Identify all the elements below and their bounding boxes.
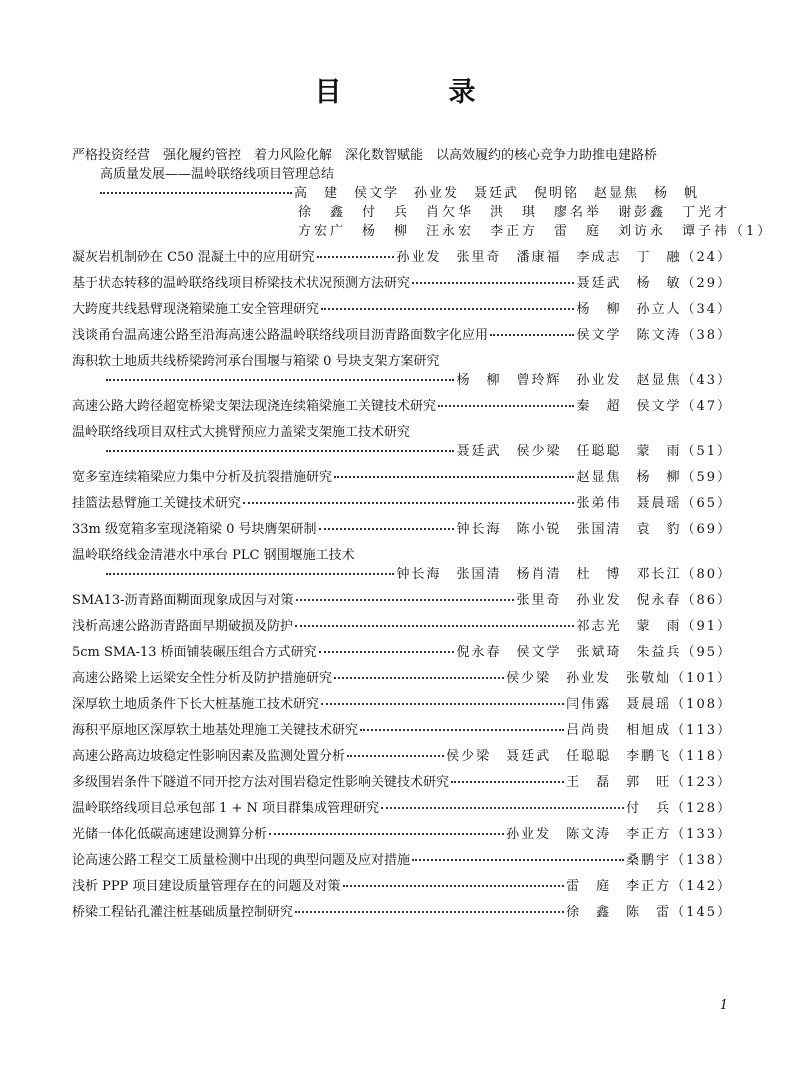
toc-entry [72,274,732,293]
toc-entry-authors: 钟长海 陈小锐 张国清 袁 豹（69） [456,522,732,537]
toc-entry [72,326,732,345]
toc-entry [72,695,732,714]
dot-leader [317,256,395,258]
dot-leader [269,833,504,835]
dot-leader [334,476,574,478]
toc-entry-authors: 侯少梁 孙业发 张敬灿（101） [506,671,732,686]
toc-entry [72,468,732,487]
toc-entry-title: 温岭联络线项目双柱式大挑臂预应力盖梁支架施工技术研究 [72,425,411,440]
toc-entry [72,300,732,319]
dot-leader [295,625,574,627]
toc-entry-authors: 张里奇 孙业发 倪永春（86） [516,593,732,608]
toc-entry-title: 宽多室连续箱梁应力集中分析及抗裂措施研究 [72,470,333,485]
dot-leader [296,599,515,601]
table-of-contents [72,146,774,929]
toc-entry-authors: 吕尚贵 相旭成（113） [566,723,732,738]
toc-entry [72,669,732,688]
toc-entry-title: 凝灰岩机制砂在 C50 混凝土中的应用研究 [72,250,315,265]
toc-entry-row [72,468,732,487]
toc-entry [72,799,732,818]
toc-entry-row [72,520,732,539]
toc-dot-row [72,442,732,461]
toc-entry [72,397,732,416]
toc-entry [72,617,732,636]
toc-entry-authors: 孙业发 陈文涛 李正方（133） [506,827,732,842]
toc-entry-authors: 祁志光 蒙 雨（91） [576,619,732,634]
toc-entry-authors: 方宏广 杨 柳 汪永宏 李正方 雷 庭 刘访永 谭子祎（1） [298,224,774,239]
dot-leader [295,911,564,913]
toc-entry-authors: 钟长海 张国清 杨肖清 杜 博 邓长江（80） [396,567,732,582]
toc-entry-row [72,643,732,662]
toc-entry-title: 温岭联络线金清港水中承台 PLC 钢围堰施工技术 [72,548,355,563]
dot-leader [106,379,454,381]
toc-entry-authors: 秦 超 侯文学（47） [576,399,732,414]
toc-entry-title: 5cm SMA-13 桥面铺装碾压组合方式研究 [72,645,317,660]
toc-entry-row [72,825,732,844]
toc-entry-row [72,274,732,293]
dot-leader [334,677,504,679]
toc-entry-row [72,494,732,513]
page-number: 1 [719,998,728,1013]
toc-entry-title: SMA13-沥青路面糊面现象成因与对策 [72,593,294,608]
toc-entry-authors: 侯少梁 聂廷武 任聪聪 李鹏飞（118） [446,749,732,764]
toc-entry [72,520,732,539]
dot-leader [321,703,564,705]
toc-entry [72,248,732,267]
toc-entry [72,352,732,390]
toc-dot-row [72,184,732,203]
dot-leader [100,192,292,194]
toc-entry-authors: 闫伟露 聂晨瑶（108） [566,697,732,712]
dot-leader [106,573,394,575]
dot-leader [321,308,574,310]
toc-entry-title: 海积软土地质共线桥梁跨河承台围堰与箱梁 0 号块支架方案研究 [72,354,440,369]
dot-leader [319,651,455,653]
toc-entry-title: 高速公路高边坡稳定性影响因素及监测处置分析 [72,749,346,764]
toc-entry-authors: 聂廷武 侯少梁 任聪聪 蒙 雨（51） [456,444,732,459]
toc-entry-authors: 孙业发 张里奇 潘康福 李成志 丁 融（24） [396,250,732,265]
toc-entry [72,851,732,870]
dot-leader [106,450,454,452]
toc-entry-list [72,248,732,922]
toc-entry-authors: 雷 庭 李正方（142） [566,879,732,894]
toc-entry [72,721,732,740]
dot-leader [438,405,574,407]
toc-entry-authors: 徐 鑫 付 兵 肖欠华 洪 琪 廖名举 谢彭鑫 丁光才 [298,205,731,220]
toc-entry-authors: 聂廷武 杨 敏（29） [576,276,732,291]
toc-entry-title: 挂篮法悬臂施工关键技术研究 [72,496,242,511]
toc-entry [72,146,774,241]
toc-entry-row [72,397,732,416]
toc-entry [72,877,732,896]
toc-entry [72,423,732,461]
toc-entry-title: 桥梁工程钻孔灌注桩基础质量控制研究 [72,905,294,920]
toc-entry [72,747,732,766]
toc-entry-title: 浅谈甬台温高速公路至沿海高速公路温岭联络线项目沥青路面数字化应用 [72,328,489,343]
page-title: 目 录 [314,77,516,108]
toc-entry-title: 33m 级宽箱多室现浇箱梁 0 号块膺架研制 [72,522,317,537]
toc-entry-row [72,695,732,714]
dot-leader [360,729,564,731]
toc-entry-row [72,747,732,766]
toc-entry-title: 温岭联络线项目总承包部 1 + N 项目群集成管理研究 [72,801,380,816]
toc-entry [72,546,732,584]
toc-entry-row [72,326,732,345]
dot-leader [243,502,574,504]
dot-leader [412,859,624,861]
toc-entry [72,591,732,610]
toc-entry-authors: 侯文学 陈文涛（38） [576,328,732,343]
toc-entry-authors: 徐 鑫 陈 雷（145） [566,905,732,920]
toc-entry-authors: 付 兵（128） [626,801,732,816]
toc-entry-row [72,877,732,896]
dot-leader [451,781,564,783]
toc-entry-authors: 杨 柳 曾玲辉 孙业发 赵显焦（43） [456,373,732,388]
toc-entry [72,825,732,844]
toc-entry-authors: 桑鹏宇（138） [626,853,732,868]
dot-leader [319,528,455,530]
toc-entry-row [72,773,732,792]
toc-entry-title: 大跨度共线悬臂现浇箱梁施工安全管理研究 [72,302,320,317]
toc-entry-title: 海积平原地区深厚软土地基处理施工关键技术研究 [72,723,359,738]
dot-leader [412,282,574,284]
toc-entry-title: 深厚软土地质条件下长大桩基施工技术研究 [72,697,320,712]
dot-leader [490,334,574,336]
toc-entry-title-continued: 高质量发展——温岭联络线项目管理总结 [100,167,335,182]
toc-entry-title: 浅析高速公路沥青路面早期破损及防护 [72,619,294,634]
toc-entry-title: 光储一体化低碳高速建设测算分析 [72,827,268,842]
toc-entry [72,643,732,662]
toc-entry [72,494,732,513]
toc-entry-title: 严格投资经营 强化履约管控 着力风险化解 深化数智赋能 以高效履约的核心竞争力助推电建路桥 [72,148,658,163]
toc-entry [72,773,732,792]
toc-entry-title: 高速公路大跨径超宽桥梁支架法现浇连续箱梁施工关键技术研究 [72,399,437,414]
toc-entry-authors: 赵显焦 杨 柳（59） [576,470,732,485]
dot-leader [343,885,565,887]
toc-entry-title: 多级围岩条件下隧道不同开挖方法对围岩稳定性影响关键技术研究 [72,775,450,790]
toc-entry-row [72,591,732,610]
toc-dot-row [72,371,732,390]
toc-entry-row [72,617,732,636]
toc-entry [72,903,732,922]
toc-entry-title: 浅析 PPP 项目建设质量管理存在的问题及对策 [72,879,341,894]
toc-entry-authors: 张弟伟 聂晨瑶（65） [576,496,732,511]
toc-entry-title: 高速公路梁上运梁安全性分析及防护措施研究 [72,671,333,686]
toc-entry-authors: 高 建 侯文学 孙业发 聂廷武 倪明铭 赵显焦 杨 帆 [294,186,700,201]
toc-entry-authors: 杨 柳 孙立人（34） [576,302,732,317]
toc-entry-title: 基于状态转移的温岭联络线项目桥梁技术状况预测方法研究 [72,276,411,291]
toc-entry-title: 论高速公路工程交工质量检测中出现的典型问题及应对措施 [72,853,411,868]
toc-entry-authors: 王 磊 郭 旺（123） [566,775,732,790]
dot-leader [347,755,444,757]
toc-entry-row [72,248,732,267]
dot-leader [381,807,624,809]
toc-dot-row [72,565,732,584]
toc-entry-authors: 倪永春 侯文学 张斌琦 朱益兵（95） [456,645,732,660]
toc-entry-row [72,300,732,319]
toc-entry-row [72,799,732,818]
toc-entry-row [72,903,732,922]
toc-entry-row [72,669,732,688]
toc-entry-row [72,721,732,740]
toc-entry-row [72,851,732,870]
